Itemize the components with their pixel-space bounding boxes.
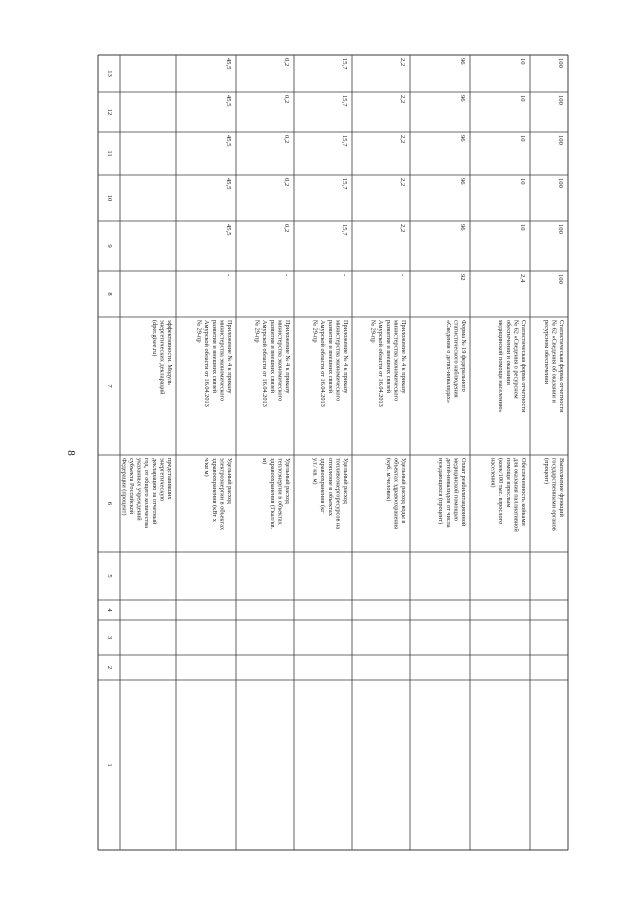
row-4-col-11-value: 15,7 [341, 135, 348, 147]
row-3-col-10-value: 0,2 [283, 178, 290, 187]
row-7-source-line: медицинской помощи населению» [497, 320, 505, 413]
row-6-source-line: «Сведения о детях-инвалидах» [444, 320, 452, 404]
row-8-col-10-value: 100 [557, 178, 564, 188]
row-3-indicator-line: здравоохранения (Гкал/кв. [268, 458, 276, 530]
row-5-col-9-value: 2,2 [399, 224, 406, 233]
row-6-col-12-value: 96 [459, 95, 466, 102]
row-4-source-line: Приложение № 4 к приказу [342, 320, 349, 394]
row-8-col-13-value: 100 [557, 58, 564, 68]
row-5-col-10-value: 2,2 [399, 178, 406, 187]
row-6-col-13-value: 96 [459, 58, 466, 65]
row-2-col-12-value: 45,5 [225, 95, 232, 107]
row-1-indicator-line: представивших [166, 458, 173, 500]
column-header-2: 2 [106, 665, 113, 670]
row-3-indicator-line: теплоэнергии в объектах [276, 458, 284, 525]
row-3-col-13-value: 0,2 [283, 58, 290, 67]
row-3-col-12-value: 0,2 [283, 95, 290, 104]
row-2-col-9-value: 45,5 [225, 224, 232, 236]
row-3-source-line: развития и внешних связей [268, 320, 276, 393]
row-8-indicator-line: Выполнение функций [558, 458, 565, 517]
row-2-source-line: Приложение № 4 к приказу [226, 320, 233, 394]
row-7-indicator-line: Обеспеченность койками [520, 458, 527, 526]
row-4-indicator-line: у.т./ кв. м) [311, 458, 319, 485]
row-7-source-line: № 62 «Сведения о ресурсном [512, 320, 520, 399]
row-1-indicator-line: год, от общего количества [143, 458, 151, 528]
row-7-col-8-value: 2,4 [519, 274, 526, 283]
row-5-source-line: министерства экономического [392, 320, 400, 402]
row-8-indicator-line: государственными органов [550, 458, 558, 531]
row-5-col-12-value: 2,2 [399, 95, 406, 104]
row-2-indicator-line: электроэнергии в объектах [218, 458, 226, 531]
row-4-indicator-line: топливоэнергоресурсов на [334, 458, 342, 530]
row-2-source-line: развития и внешних связей [210, 320, 218, 393]
column-header-5: 5 [106, 574, 113, 578]
row-6-col-8-value: 92 [459, 274, 466, 281]
row-2-indicator-line: Удельный расход [226, 458, 233, 504]
row-3-source-line: № 29-пр [253, 320, 261, 343]
row-4-col-8-value: - [341, 274, 348, 277]
row-2-indicator-line: здравоохранения (кВт x [210, 458, 218, 522]
row-7-source-line: обеспечении и оказании [504, 320, 512, 385]
row-6-col-11-value: 96 [459, 135, 466, 142]
row-3-source-line: министерства экономического [276, 320, 284, 402]
row-1-source-line: эффективности. Модуль [166, 320, 173, 385]
row-3-indicator-line: м) [261, 458, 269, 465]
row-4-source-line: министерства экономического [334, 320, 342, 402]
column-header-3: 3 [106, 635, 113, 640]
column-header-10: 10 [106, 194, 113, 202]
row-2-col-11-value: 45,5 [225, 135, 232, 147]
row-4-indicator-line: отопление в объектах [326, 458, 334, 516]
row-5-source-line: № 29-пр [369, 320, 377, 343]
row-1-source-line: (dper.gisee.ru) [150, 320, 158, 357]
column-header-1: 1 [106, 763, 113, 767]
row-7-indicator-line: населения) [489, 458, 497, 488]
column-header-12: 12 [106, 108, 113, 116]
column-header-6: 6 [106, 501, 113, 506]
row-4-col-9-value: 15,7 [341, 224, 348, 236]
row-6-source-line: Форма № 19 федерального [460, 320, 467, 392]
row-3-col-9-value: 0,2 [283, 224, 290, 233]
row-8-source-line: Статистическая форма отчетности [558, 320, 565, 413]
row-8-source-line: № 62 «Сведения об оказании и [550, 320, 558, 403]
row-2-source-line: № 29-пр [195, 320, 203, 343]
row-5-source-line: развития и внешних связей [384, 320, 392, 393]
row-1-indicator-line: энергетическую [158, 458, 166, 502]
row-5-source-line: Приложение № 4 к приказу [400, 320, 407, 394]
row-5-indicator-line: Удельный расход воды в [400, 458, 407, 524]
row-5-indicator-line: (куб. м/человек) [384, 458, 392, 502]
column-header-7: 7 [106, 384, 113, 388]
row-6-indicator-line: Охват реабилитационной [460, 458, 467, 527]
row-6-col-9-value: 96 [459, 224, 466, 231]
row-3-source-line: Приложение № 4 к приказу [284, 320, 291, 394]
row-7-col-11-value: 10 [519, 135, 526, 142]
row-6-indicator-line: детей-инвалидов от числа [444, 458, 452, 528]
row-4-source-line: Амурской области от 16.04.2013 [319, 320, 327, 407]
row-6-indicator-line: медицинской помощью [452, 458, 460, 521]
row-5-col-8-value: - [399, 274, 406, 277]
row-8-col-9-value: 100 [557, 224, 564, 234]
row-3-source-line: Амурской области от 16.04.2013 [261, 320, 269, 407]
row-3-col-11-value: 0,2 [283, 135, 290, 144]
column-header-13: 13 [106, 70, 113, 77]
row-2-source-line: Амурской области от 16.04.2013 [203, 320, 211, 407]
row-3-indicator-line: Удельный расход [284, 458, 291, 504]
row-4-source-line: развития и внешних связей [326, 320, 334, 393]
row-2-indicator-line: ч/кв м) [203, 458, 211, 477]
row-6-indicator-line: нуждающихся (процент) [437, 458, 445, 525]
row-4-col-13-value: 15,7 [341, 58, 348, 70]
rotated-data-table [98, 55, 568, 850]
row-4-col-12-value: 15,7 [341, 95, 348, 107]
row-4-col-10-value: 15,7 [341, 178, 348, 190]
row-1-indicator-line: Федерации (процент) [120, 458, 128, 516]
row-7-indicator-line: (коек/100 тыс. взрослого [497, 458, 505, 525]
row-7-col-10-value: 10 [519, 178, 526, 185]
row-2-col-8-value: - [225, 274, 232, 277]
row-8-indicator-line: (процент) [542, 458, 550, 485]
row-4-indicator-line: Удельный расход [342, 458, 349, 504]
row-4-indicator-line: здравоохранения (кг [319, 458, 327, 513]
row-8-col-12-value: 100 [557, 95, 564, 105]
table-grid [98, 55, 568, 850]
row-3-col-8-value: - [283, 274, 290, 277]
row-1-source-line: энергетических деклараций [158, 320, 166, 395]
column-header-4: 4 [106, 608, 113, 612]
column-header-11: 11 [106, 150, 113, 157]
row-6-source-line: статистического наблюдения [452, 320, 460, 398]
row-4-source-line: № 29-пр [311, 320, 319, 343]
row-5-col-13-value: 2,2 [399, 58, 406, 67]
row-7-source-line: Статистическая форма отчетности [520, 320, 527, 413]
row-5-col-11-value: 2,2 [399, 135, 406, 144]
row-5-indicator-line: объектах здравоохранения [392, 458, 400, 530]
row-1-indicator-line: декларацию за отчетный [150, 458, 158, 525]
row-2-source-line: министерства экономического [218, 320, 226, 402]
row-2-col-10-value: 45,5 [225, 178, 232, 190]
row-7-col-12-value: 10 [519, 95, 526, 102]
column-header-9: 9 [106, 244, 113, 248]
row-2-col-13-value: 45,5 [225, 58, 232, 70]
row-7-indicator-line: помощи взрослым [504, 458, 512, 508]
row-1-indicator-line: субъекта Российской [128, 458, 135, 515]
page-number: 8 [65, 450, 77, 456]
column-header-8: 8 [106, 292, 113, 296]
row-1-indicator-line: указанных учреждений [135, 458, 143, 521]
row-8-source-line: ресурсном обеспечении [542, 320, 550, 384]
row-8-col-8-value: 100 [557, 274, 564, 284]
row-5-source-line: Амурской области от 16.04.2013 [377, 320, 385, 407]
row-8-col-11-value: 100 [557, 135, 564, 145]
row-7-col-9-value: 10 [519, 224, 526, 231]
row-7-col-13-value: 10 [519, 58, 526, 65]
row-7-indicator-line: для оказания паллиативной [512, 458, 520, 532]
row-6-col-10-value: 96 [459, 178, 466, 185]
